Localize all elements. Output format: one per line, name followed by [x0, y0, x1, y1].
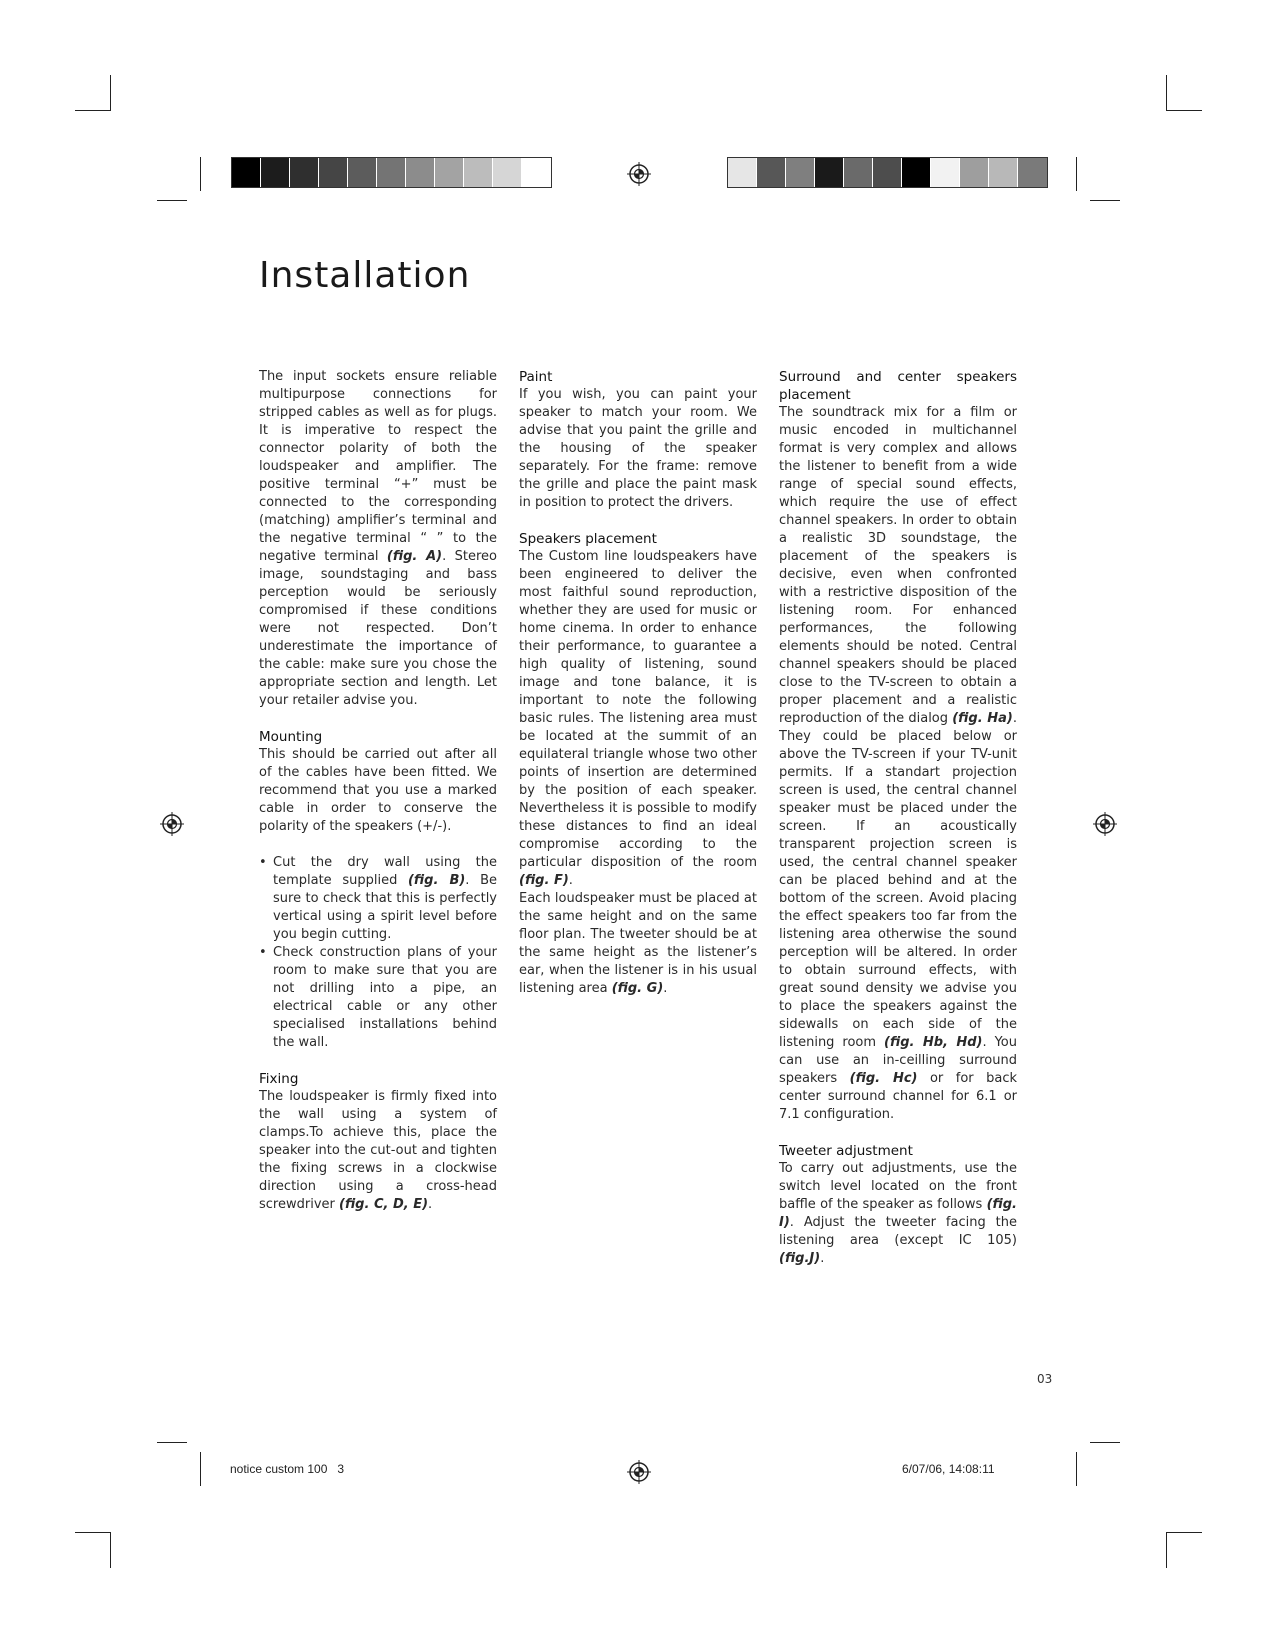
placement-paragraph: The Custom line loudspeakers have been engineered to deliver the most faithful sound reproduction, whether they are used for music or home cinema. In order to enhance their performance, to guarantee a high quality of listening, sound image and tone balance, it is important to note the following basic rules. The listening area must be located at the summit of an equilateral triangle whose two other points of insertion are determined by the position of each speaker. Nevertheless it is possible to modify these distances to find an ideal compromise according to the particular disposition of the room (fig. F).	[519, 549, 757, 888]
height-paragraph: Each loudspeaker must be placed at the same height and on the same floor plan. The tweeter should be at the same height as the listener’s ear, when the listener is in his usual listening area (fig. G).	[519, 891, 757, 996]
crop-mark	[1090, 1442, 1120, 1443]
color-swatch	[728, 158, 757, 187]
crop-mark	[200, 1452, 201, 1486]
crop-mark	[75, 1532, 111, 1533]
color-swatch	[232, 158, 261, 187]
page-title: Installation	[259, 255, 471, 296]
footer-timestamp: 6/07/06, 14:08:11	[902, 1462, 995, 1476]
section-heading-paint: Paint	[519, 369, 553, 385]
fixing-paragraph: The loudspeaker is firmly fixed into the wall using a system of clamps.To achieve this, place the speaker into the cut-out and tighten the fixing screws in a clockwise direction using a cross-head screwdriver (fig. C, D, E).	[259, 1089, 497, 1212]
section-heading-surround: Surround and center speakers placement	[779, 369, 1017, 403]
text-column-1	[259, 368, 497, 1214]
color-calibration-strip-right	[727, 157, 1048, 188]
color-swatch	[786, 158, 815, 187]
list-item: • Check construction plans of your room to make sure that you are not drilling into a pipe, an electrical cable or any other specialised installations behind the wall.	[259, 944, 497, 1052]
footer-file-name: notice custom 100 3	[230, 1462, 345, 1476]
paint-paragraph: If you wish, you can paint your speaker to match your room. We advise that you paint the grille and the housing of the speaker separately. For the frame: remove the grille and place the paint mask in position to protect the drivers.	[519, 387, 757, 510]
crop-mark	[157, 1442, 187, 1443]
text-column-3	[779, 368, 1017, 1268]
color-swatch	[435, 158, 464, 187]
registration-mark-icon	[627, 162, 651, 186]
crop-mark	[110, 1532, 111, 1568]
color-swatch	[493, 158, 522, 187]
color-swatch	[902, 158, 931, 187]
color-swatch	[931, 158, 960, 187]
registration-mark-icon	[627, 1460, 651, 1484]
figure-reference: (fig. G)	[611, 981, 664, 996]
color-swatch	[290, 158, 319, 187]
color-swatch	[406, 158, 435, 187]
surround-paragraph: The soundtrack mix for a film or music encoded in multichannel format is very complex and allows the listener to benefit from a wide range of special sound effects, which require the use of effect channel speakers. In order to obtain a realistic 3D soundstage, the placement of the speakers is decisive, even when confronted with a restrictive disposition of the listening room. For enhanced performances, the following elements should be noted. Central channel speakers should be placed close to the TV-screen to obtain a proper placement and a realistic reproduction of the dialog (fig. Ha). They could be placed below or above the TV-screen if your TV-unit permits. If a standart projection screen is used, the central channel speaker must be placed under the screen. If an acoustically transparent projection screen is used, the central channel speaker can be placed behind and at the bottom of the screen. Avoid placing the effect speakers too far from the listening area otherwise the sound perception will be altered. In order to obtain surround effects, with great sound density we advise you to place the speakers against the sidewalls on each side of the listening room (fig. Hb, Hd). You can use an in-ceilling surround speakers (fig. Hc) or for back center surround channel for 6.1 or 7.1 configuration.	[779, 405, 1017, 1122]
crop-mark	[157, 200, 187, 201]
figure-reference: (fig. A)	[386, 549, 443, 564]
crop-mark	[1076, 157, 1077, 191]
figure-reference: (fig. Hb, Hd)	[884, 1035, 983, 1050]
mounting-bullet-list	[259, 854, 497, 1052]
section-heading-fixing: Fixing	[259, 1071, 299, 1087]
color-calibration-strip-left	[231, 157, 552, 188]
color-swatch	[815, 158, 844, 187]
crop-mark	[1076, 1452, 1077, 1486]
crop-mark	[200, 157, 201, 191]
list-item: • Cut the dry wall using the template supplied (fig. B). Be sure to check that this is perfectly vertical using a spirit level before you begin cutting.	[259, 854, 497, 944]
mounting-paragraph: This should be carried out after all of the cables have been fitted. We recommend that you use a marked cable in order to conserve the polarity of the speakers (+/-).	[259, 747, 497, 834]
crop-mark	[1166, 110, 1202, 111]
color-swatch	[873, 158, 902, 187]
figure-reference: (fig. Hc)	[849, 1071, 918, 1086]
crop-mark	[1166, 75, 1167, 111]
registration-mark-icon	[160, 812, 184, 836]
crop-mark	[110, 75, 111, 111]
color-swatch	[319, 158, 348, 187]
text-column-2	[519, 368, 757, 998]
connection-paragraph: The input sockets ensure reliable multipurpose connections for stripped cables as well as for plugs. It is imperative to respect the connector polarity of both the loudspeaker and amplifier. The positive terminal “+” must be connected to the corresponding (matching) amplifier’s terminal and the negative terminal “ ” to the negative terminal (fig. A). Stereo image, soundstaging and bass perception would be seriously compromised if these conditions were not respected. Don’t underestimate the importance of the cable: make sure you chose the appropriate section and length. Let your retailer advise you.	[259, 369, 497, 708]
color-swatch	[989, 158, 1018, 187]
crop-mark	[75, 110, 111, 111]
color-swatch	[1018, 158, 1047, 187]
color-swatch	[348, 158, 377, 187]
figure-reference: (fig. Ha)	[952, 711, 1013, 726]
crop-mark	[1090, 200, 1120, 201]
section-heading-mounting: Mounting	[259, 729, 323, 745]
figure-reference: (fig. I)	[779, 1197, 1017, 1230]
color-swatch	[844, 158, 873, 187]
color-swatch	[522, 158, 551, 187]
crop-mark	[1166, 1532, 1167, 1568]
figure-reference: (fig. F)	[519, 873, 569, 888]
figure-reference: (fig. B)	[407, 873, 466, 888]
color-swatch	[960, 158, 989, 187]
registration-mark-icon	[1093, 812, 1117, 836]
crop-mark	[1166, 1532, 1202, 1533]
page-number: 03	[1037, 1372, 1053, 1386]
color-swatch	[757, 158, 786, 187]
section-heading-tweeter: Tweeter adjustment	[779, 1143, 913, 1159]
color-swatch	[261, 158, 290, 187]
color-swatch	[377, 158, 406, 187]
color-swatch	[464, 158, 493, 187]
section-heading-speakers-placement: Speakers placement	[519, 531, 657, 547]
tweeter-paragraph: To carry out adjustments, use the switch level located on the front baffle of the speaker as follows (fig. I). Adjust the tweeter facing the listening area (except IC 105) (fig.J).	[779, 1161, 1017, 1266]
figure-reference: (fig.J)	[779, 1251, 821, 1266]
figure-reference: (fig. C, D, E)	[339, 1197, 429, 1212]
